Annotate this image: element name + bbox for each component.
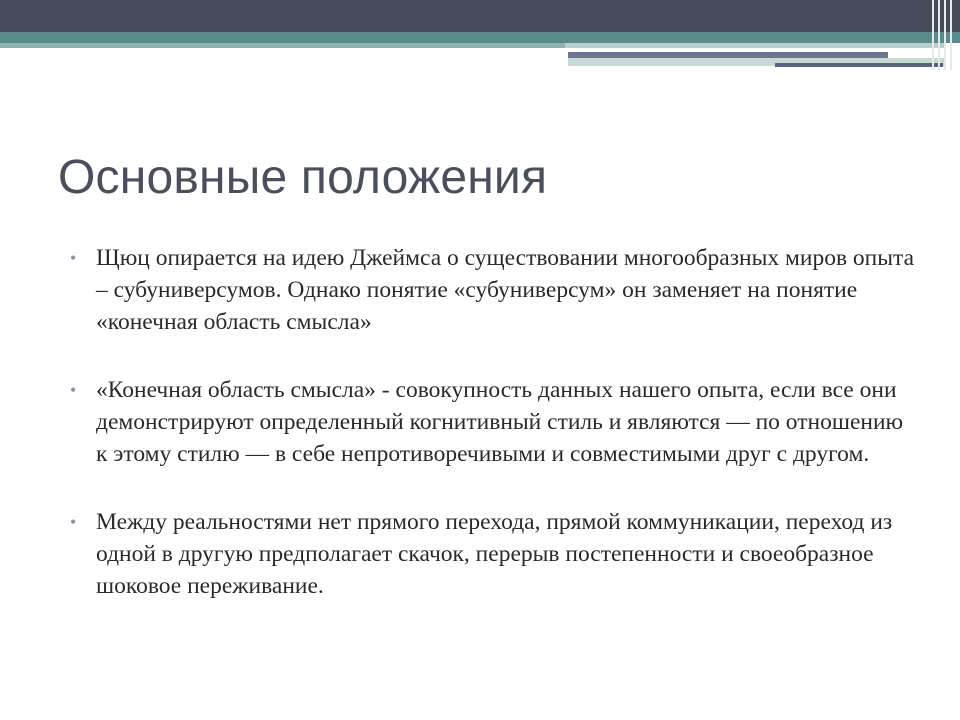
bullet-list	[70, 242, 920, 638]
bullet-item	[70, 374, 920, 470]
bullet-item	[70, 506, 920, 602]
header-stripes	[928, 0, 960, 70]
slide-title: Основные положения	[58, 151, 548, 204]
bullet-dot-icon: •	[70, 248, 77, 268]
header-teal-band	[0, 32, 960, 43]
accent-bar-lower	[775, 63, 943, 67]
bullet-text: Щюц опирается на идею Джеймса о существовании многообразных миров опыта – субуниверсумов. Однако понятие «субуниверсум» он заменяет на понятие «конечная область смысла»	[96, 245, 915, 335]
header-dark-band	[0, 0, 960, 32]
bullet-dot-icon: •	[70, 512, 77, 532]
bullet-item	[70, 242, 920, 338]
header-light-teal-band	[0, 43, 565, 48]
bullet-text: «Конечная область смысла» - совокупность данных нашего опыта, если все они демонстрируют определенный когнитивный стиль и являются — по отношению к этому стилю — в себе непротиворечивыми и совместимыми друг с другом.	[96, 377, 904, 467]
bullet-text: Между реальностями нет прямого перехода, прямой коммуникации, переход из одной в другую предполагает скачок, перерыв постепенности и своеобразное шоковое переживание.	[96, 509, 893, 599]
bullet-dot-icon: •	[70, 380, 77, 400]
header-pale-teal-band	[565, 43, 945, 48]
